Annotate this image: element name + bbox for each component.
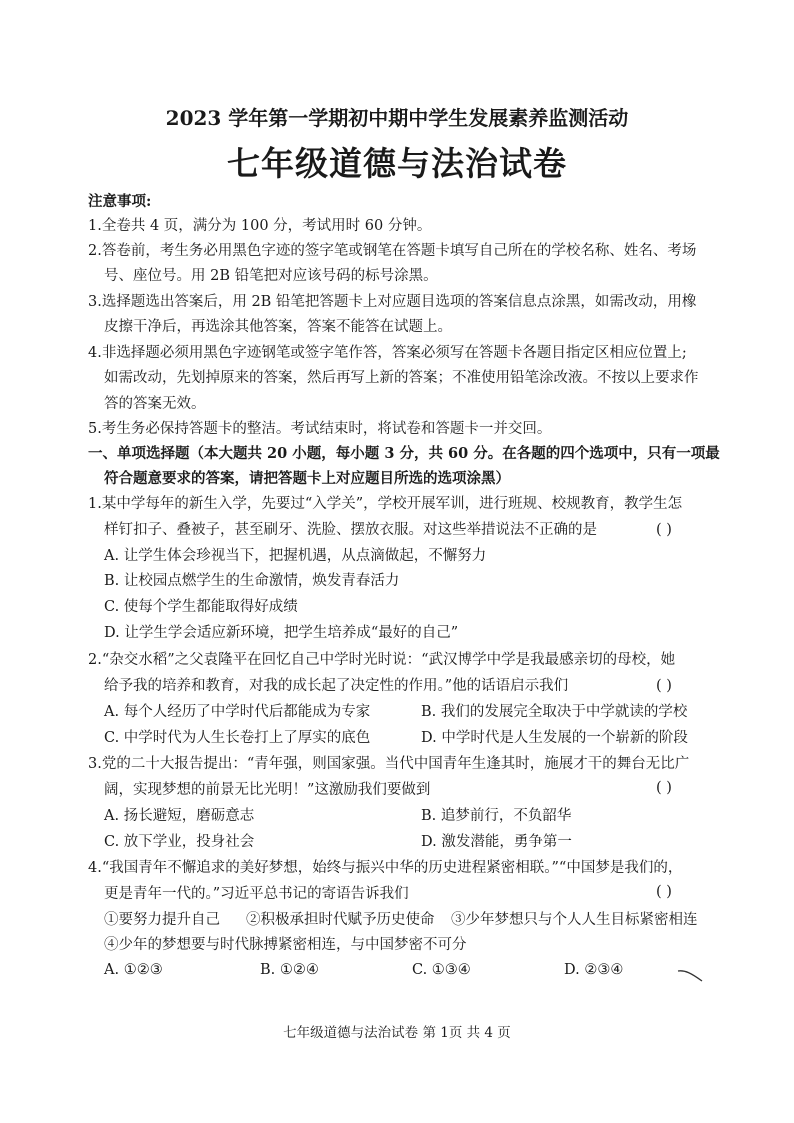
exam-title: 七年级道德与法治试卷 [227,144,567,183]
statement-item: ④少年的梦想要与时代脉搏紧密相连，与中国梦密不可分 [104,937,467,953]
option-a: A. 扬长避短，磨砺意志 [104,808,255,824]
notice-line: 皮擦干净后，再选涂其他答案，答案不能答在试题上。 [104,319,452,335]
option-d: D. 激发潜能，勇争第一 [421,834,572,850]
question-stem: 样钉扣子、叠被子，甚至刷牙、洗脸、摆放衣服。对这些举措说法不正确的是 [104,522,597,538]
answer-bracket: ( ) [656,884,672,900]
question-stem: 更是青年一代的。”习近平总书记的寄语告诉我们 [104,886,409,902]
statement-item: ②积极承担时代赋予历史使命 [246,912,435,928]
option-b: B. 追梦前行，不负韶华 [421,808,572,824]
option-b: B. ①②④ [260,962,319,978]
question-stem: 阔，实现梦想的前景无比光明！”这激励我们要做到 [104,782,431,798]
option-c: C. 使每个学生都能取得好成绩 [104,599,298,615]
option-c: C. 放下学业，投身社会 [104,834,255,850]
notice-line: 号、座位号。用 2B 铅笔把对应该号码的标号涂黑。 [104,268,438,284]
notice-line: 4.非选择题必须用黑色字迹钢笔或签字笔作答，答案必须写在答题卡各题目指定区相应位置上; [88,345,687,361]
option-a: A. 让学生体会珍视当下，把握机遇，从点滴做起，不懈努力 [104,548,487,564]
option-d: D. 中学时代是人生发展的一个崭新的阶段 [421,730,688,746]
option-d: D. 让学生学会适应新环境，把学生培养成“最好的自己” [104,625,459,641]
answer-bracket: ( ) [656,522,672,538]
option-d: D. ②③④ [564,962,624,978]
notice-line: 答的答案无效。 [104,396,206,412]
question-stem: 给予我的培养和教育，对我的成长起了决定性的作用。”他的话语启示我们 [104,678,569,694]
answer-bracket: ( ) [656,678,672,694]
notice-line: 5.考生务必保持答题卡的整洁。考试结束时，将试卷和答题卡一并交回。 [88,421,552,437]
pen-mark [677,968,703,982]
page-footer: 七年级道德与法治试卷 第 1页 共 4 页 [283,1025,511,1041]
question-stem: 1.某中学每年的新生入学，先要过“入学关”，学校开展军训，进行班规、校规教育，教学生怎 [88,496,683,512]
question-stem: 2.“杂交水稻”之父袁隆平在回忆自己中学时光时说：“武汉博学中学是我最感亲切的母校，她 [88,652,676,668]
option-c: C. ①③④ [412,962,471,978]
notice-line: 2.答卷前，考生务必用黑色字迹的签字笔或钢笔在答题卡填写自己所在的学校名称、姓名、考场 [88,243,697,259]
notice-line: 如需改动，先划掉原来的答案，然后再写上新的答案；不准使用铅笔涂改液。不按以上要求作 [104,370,699,386]
option-c: C. 中学时代为人生长卷打上了厚实的底色 [104,730,371,746]
notice-line: 3.选择题选出答案后，用 2B 铅笔把答题卡上对应题目选项的答案信息点涂黑，如需改动，用橡 [88,294,697,310]
question-stem: 3.党的二十大报告提出：“青年强，则国家强。当代中国青年生逢其时，施展才干的舞台无比广 [88,756,690,772]
exam-subtitle: 2023 学年第一学期初中期中学生发展素养监测活动 [165,106,629,130]
section-heading: 一、单项选择题（本大题共 20 小题，每小题 3 分，共 60 分。在各题的四个选项中，只有一项最 [88,445,720,462]
answer-bracket: ( ) [656,780,672,796]
notice-heading: 注意事项: [88,193,152,210]
option-a: A. 每个人经历了中学时代后都能成为专家 [104,704,371,720]
option-a: A. ①②③ [104,962,163,978]
option-b: B. 我们的发展完全取决于中学就读的学校 [421,704,688,720]
section-heading: 符合题意要求的答案，请把答题卡上对应题目所选的选项涂黑） [104,470,510,487]
statement-item: ①要努力提升自己 [104,912,220,928]
statement-item: ③少年梦想只与个人人生目标紧密相连 [451,912,698,928]
notice-line: 1.全卷共 4 页，满分为 100 分，考试用时 60 分钟。 [88,218,432,234]
option-b: B. 让校园点燃学生的生命激情，焕发青春活力 [104,573,400,589]
question-stem: 4.“我国青年不懈追求的美好梦想，始终与振兴中华的历史进程紧密相联。”“中国梦是我们的， [88,860,683,876]
